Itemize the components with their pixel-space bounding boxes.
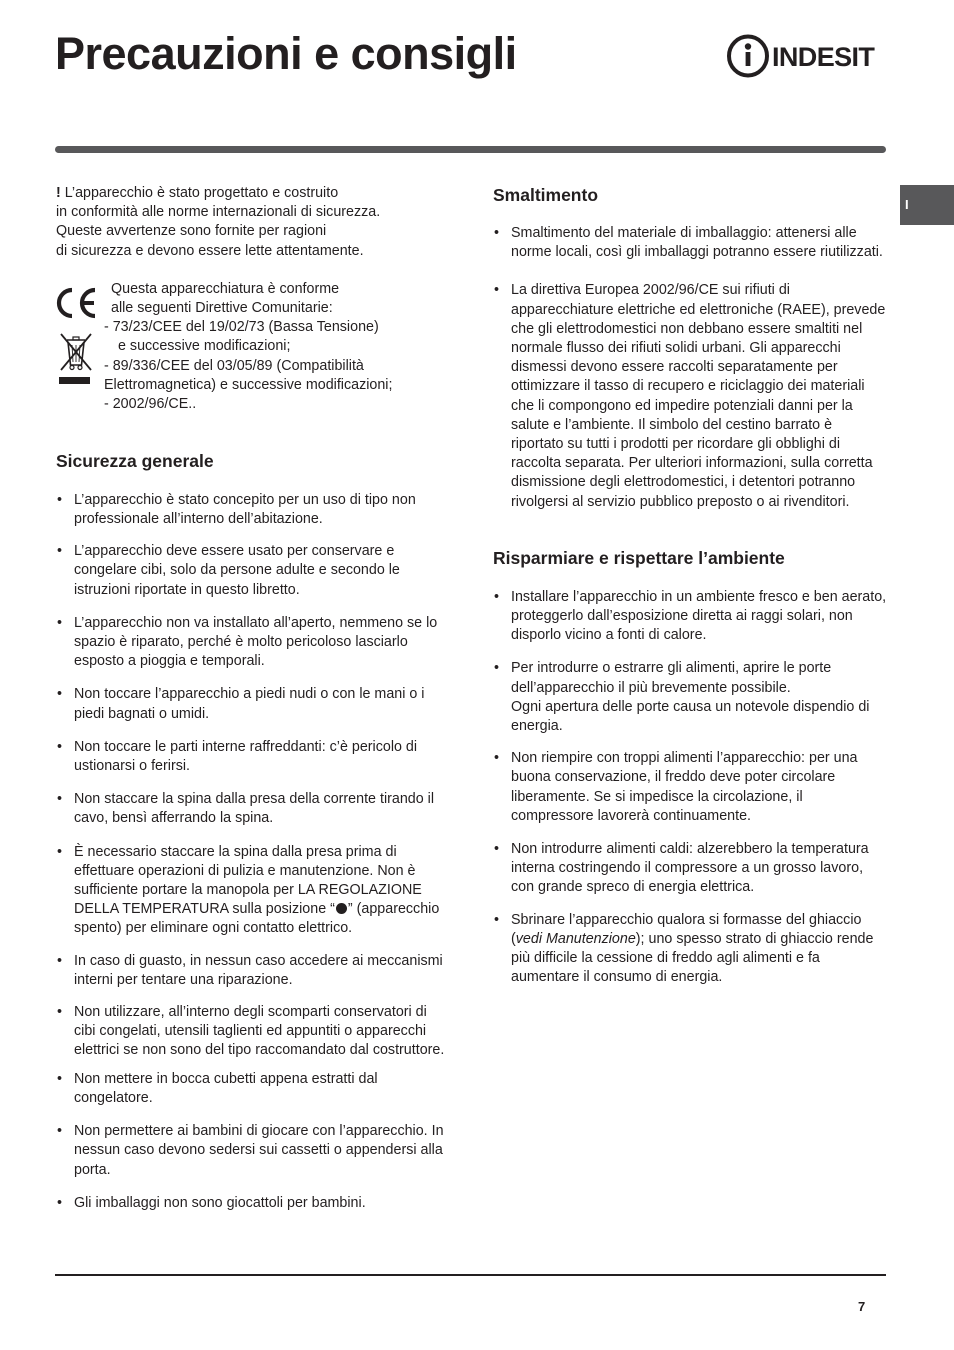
right-column [493, 184, 888, 988]
list-item: • Per introdurre o estrarre gli alimenti, aprire le porte dell’apparecchio il più brevemente possibile. Ogni apertura delle porte causa un notevole dispendio di energia. [493, 659, 888, 736]
crossed-bin-icon [58, 332, 94, 372]
page-number: 7 [858, 1299, 866, 1314]
intro-line: in conformità alle norme internazionali di sicurezza. [56, 204, 381, 221]
list-item: • L’apparecchio non va installato all’aperto, nemmeno se lo spazio è riparato, perché è molto pericoloso lasciarlo esposto a pioggia e temporali. [56, 614, 451, 672]
list-item: • Sbrinare l’apparecchio qualora si formasse del ghiaccio (vedi Manutenzione); uno spesso strato di ghiaccio rende più difficile la cessione di freddo agli alimenti e fa aumentare il consumo di energia. [493, 911, 888, 988]
language-tab [900, 185, 954, 225]
language-tab-label: I [905, 197, 909, 212]
directive-line: Questa apparecchiatura è conforme [111, 280, 340, 297]
intro-line: Queste avvertenze sono fornite per ragioni [56, 223, 327, 240]
directive-line: - 89/336/CEE del 03/05/89 (Compatibilità [104, 357, 364, 374]
directive-line: - 2002/96/CE.. [104, 396, 197, 413]
safety-list [56, 491, 451, 1213]
crossed-bin-underline [59, 377, 90, 384]
list-item: • Non riempire con troppi alimenti l’apparecchio: per una buona conservazione, il freddo deve poter circolare liberamente. Se si impedisce la circolazione, il compressore lavorerà continuamente. [493, 749, 888, 826]
page-title: Precauzioni e consigli [55, 28, 517, 79]
directive-line: e successive modificazioni; [118, 338, 291, 355]
directive-line: - 73/23/CEE del 19/02/73 (Bassa Tensione) [104, 319, 379, 336]
left-column [56, 184, 451, 1213]
directive-line: Elettromagnetica) e successive modificazioni; [104, 376, 393, 393]
directives-text [104, 280, 464, 414]
list-item: • È necessario staccare la spina dalla presa prima di effettuare operazioni di pulizia e manutenzione. Non è sufficiente portare la manopola per LA REGOLAZIONE DELLA TEMPERATURA sulla posizione “ ” (apparecchio spento) per eliminare ogni contatto elettrico. [56, 843, 451, 939]
warning-exclamation: ! [56, 185, 61, 201]
list-item: • Non permettere ai bambini di giocare con l’apparecchio. In nessun caso devono sedersi sui cassetti o appendersi alla porta. [56, 1122, 451, 1180]
intro-line: L’apparecchio è stato progettato e costruito [60, 185, 339, 201]
list-item: • Non mettere in bocca cubetti appena estratti dal congelatore. [56, 1070, 451, 1108]
brand-text: INDESIT [772, 42, 875, 72]
list-item: • Non toccare l’apparecchio a piedi nudi o con le mani o i piedi bagnati o umidi. [56, 685, 451, 723]
list-item: • In caso di guasto, in nessun caso accedere ai meccanismi interni per tentare una riparazione. [56, 952, 451, 990]
environment-list [493, 588, 888, 988]
header-divider [55, 146, 886, 153]
ce-mark-icon [53, 286, 99, 320]
list-item: • L’apparecchio deve essere usato per conservare e congelare cibi, solo da persone adulte e secondo le istruzioni riportate in questo libretto. [56, 542, 451, 600]
heading-risparmiare-ambiente: Risparmiare e rispettare l’ambiente [493, 547, 785, 568]
list-item: • La direttiva Europea 2002/96/CE sui rifiuti di apparecchiature elettriche ed elettroniche (RAEE), prevede che gli elettrodomestici non debbano essere smaltiti nel normale flusso dei rifiuti solidi urbani. Gli apparecchi dismessi devono essere raccolti separatamente per ottimizzare il tasso di recupero e riciclaggio dei materiali che li compongono ed impedire potenziali danni per la salute e l’ambiente. Il simbolo del cestino barrato è riportato su tutti i prodotti per ricordare gli obblighi di raccolta separata. Per ulteriori informazioni, sulla corretta dismissione degli elettrodomestici, i detentori potranno rivolgersi al servizio pubblico preposto o ai rivenditori. [493, 281, 888, 511]
list-item: • Non staccare la spina dalla presa della corrente tirando il cavo, bensì afferrando la spina. [56, 790, 451, 828]
indesit-logo [726, 34, 886, 78]
intro-line: di sicurezza e devono essere lette attentamente. [56, 242, 364, 259]
list-item: • Non utilizzare, all’interno degli scomparti conservatori di cibi congelati, utensili taglienti ed appuntiti o apparecchi elettrici se non sono del tipo raccomandato dal costruttore. [56, 1003, 451, 1061]
list-item: • Non toccare le parti interne raffreddanti: c’è pericolo di ustionarsi o ferirsi. [56, 738, 451, 776]
intro-warning [56, 184, 451, 261]
list-item: • Gli imballaggi non sono giocattoli per bambini. [56, 1194, 451, 1213]
heading-sicurezza-generale: Sicurezza generale [56, 450, 214, 471]
list-item: • Non introdurre alimenti caldi: alzerebbero la temperatura interna costringendo il compressore a un grosso lavoro, con grande spreco di energia elettrica. [493, 840, 888, 898]
directive-line: alle seguenti Direttive Comunitarie: [111, 300, 333, 317]
certification-block [56, 280, 451, 414]
list-item: • L’apparecchio è stato concepito per un uso di tipo non professionale all’interno dell’abitazione. [56, 491, 451, 529]
list-item: • Installare l’apparecchio in un ambiente fresco e ben aerato, proteggerlo dall’esposizione diretta ai raggi solari, non disporlo vicino a fonti di calore. [493, 588, 888, 646]
footer-divider [55, 1274, 886, 1276]
heading-smaltimento: Smaltimento [493, 185, 599, 205]
disposal-list [493, 224, 888, 512]
off-position-dot-icon [336, 903, 347, 914]
list-item: • Smaltimento del materiale di imballaggio: attenersi alle norme locali, così gli imballaggi potranno essere riutilizzati. [493, 224, 888, 262]
